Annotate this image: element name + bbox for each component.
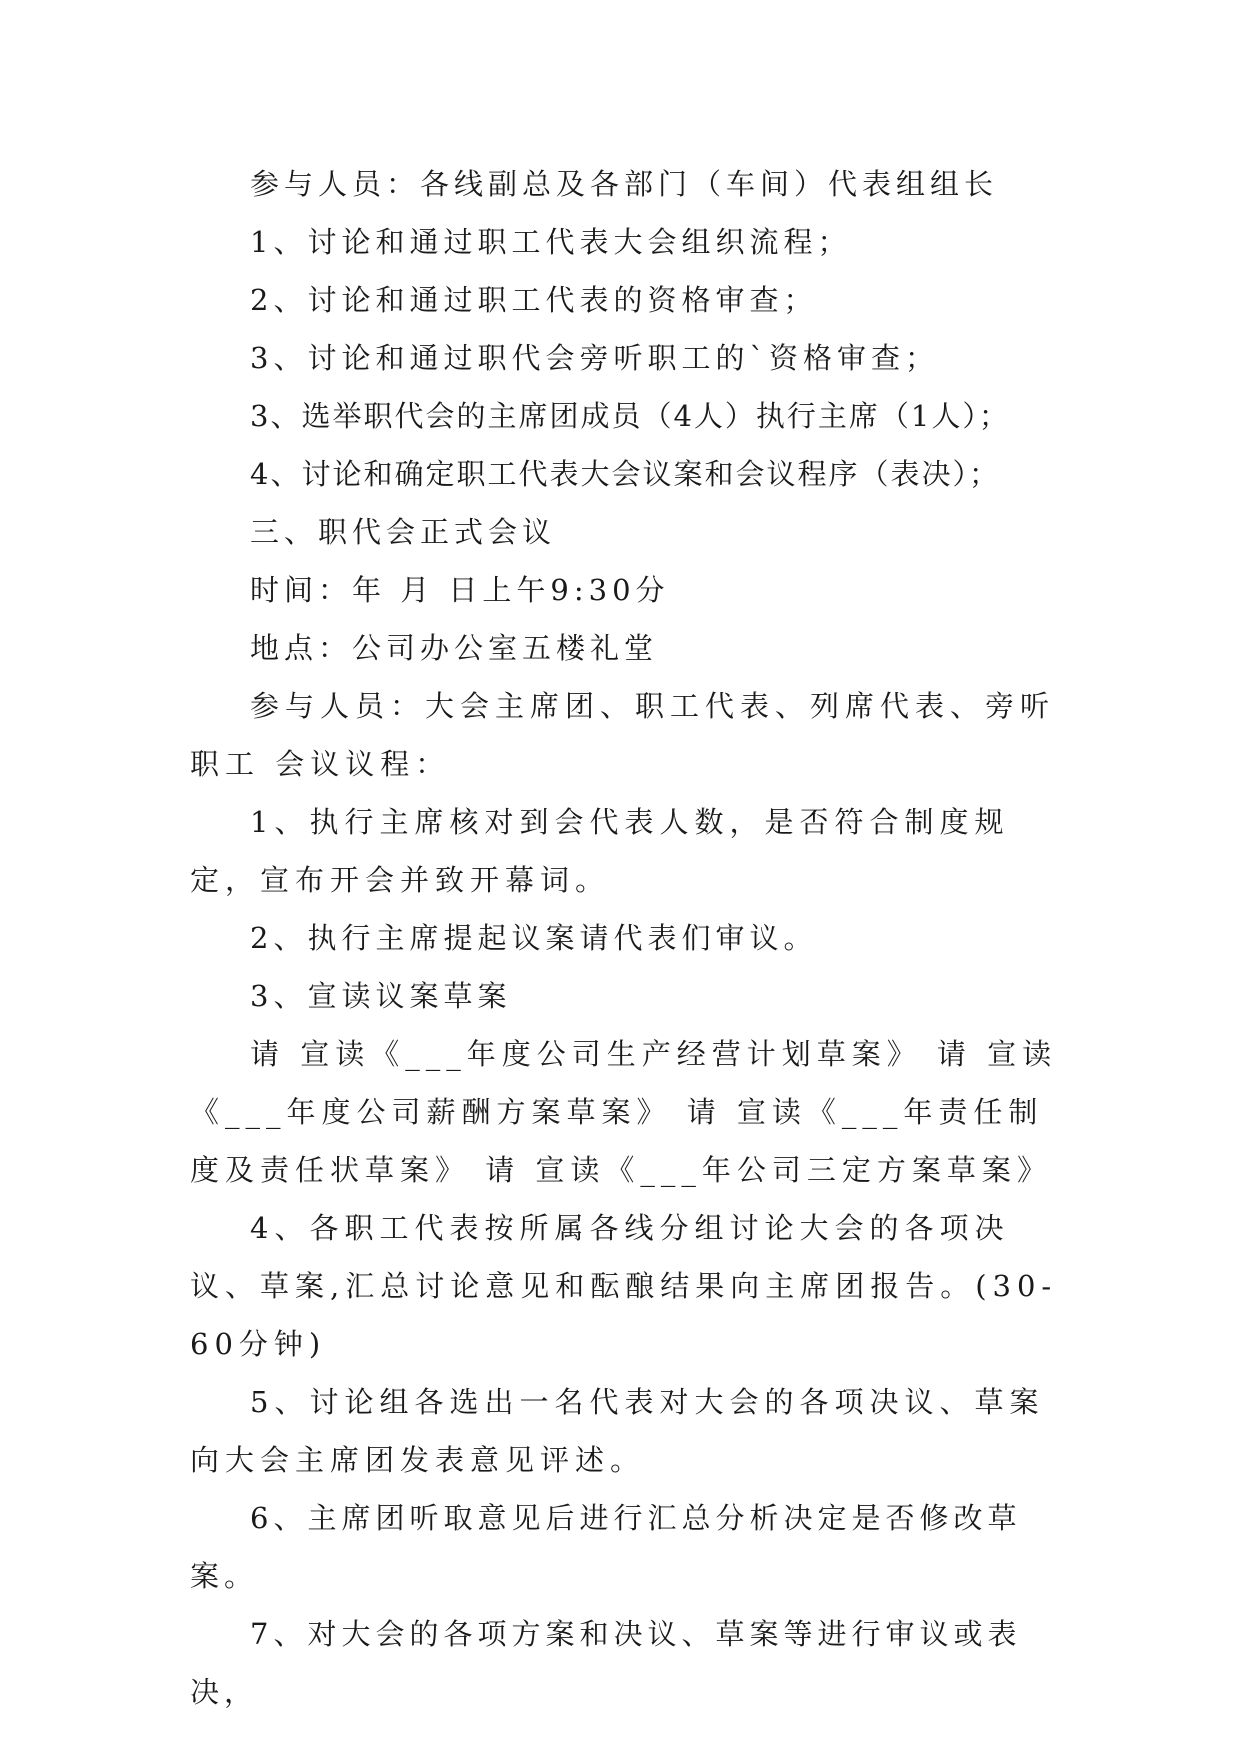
procedure-item-7: 7、对大会的各项方案和决议、草案等进行审议或表决， [190,1617,1022,1709]
meeting-location: 地点：公司办公室五楼礼堂 [250,631,659,665]
procedure-item-3: 3、宣读议案草案 [250,979,512,1013]
agenda-item-2: 2、讨论和通过职工代表的资格审查； [250,283,818,317]
procedure-item-6: 6、主席团听取意见后进行汇总分析决定是否修改草案。 [190,1501,1022,1593]
agenda-item-3a: 3、讨论和通过职代会旁听职工的`资格审查； [250,341,939,375]
meeting-attendees: 参与人员：大会主席团、职工代表、列席代表、旁听职工 会议议程： [190,689,1056,781]
section-heading-formal-meeting: 三、职代会正式会议 [250,515,557,549]
procedure-item-2: 2、执行主席提起议案请代表们审议。 [250,921,818,955]
procedure-item-5: 5、讨论组各选出一名代表对大会的各项决议、草案向大会主席团发表意见评述。 [190,1385,1045,1477]
procedure-item-1: 1、执行主席核对到会代表人数，是否符合制度规定，宣布开会并致开幕词。 [190,805,1010,897]
meeting-time: 时间：年 月 日上午9:30分 [250,573,670,607]
agenda-item-4: 4、讨论和确定职工代表大会议案和会议程序（表决）； [250,457,1000,491]
drafts-reading-list: 请 宣读《___年度公司生产经营计划草案》 请 宣读《___年度公司薪酬方案草案》 请 宣读《___年责任制度及责任状草案》 请 宣读《___年公司三定方案草案》 [190,1037,1058,1187]
document-body [190,155,1070,1721]
agenda-item-1: 1、讨论和通过职工代表大会组织流程； [250,225,852,259]
attendees-paragraph: 参与人员：各线副总及各部门（车间）代表组组长 [250,167,999,201]
procedure-item-4: 4、各职工代表按所属各线分组讨论大会的各项决议、草案,汇总讨论意见和酝酿结果向主席团报告。(30-60分钟) [190,1211,1058,1361]
agenda-item-3b: 3、选举职代会的主席团成员（4人）执行主席（1人）； [250,399,1010,433]
